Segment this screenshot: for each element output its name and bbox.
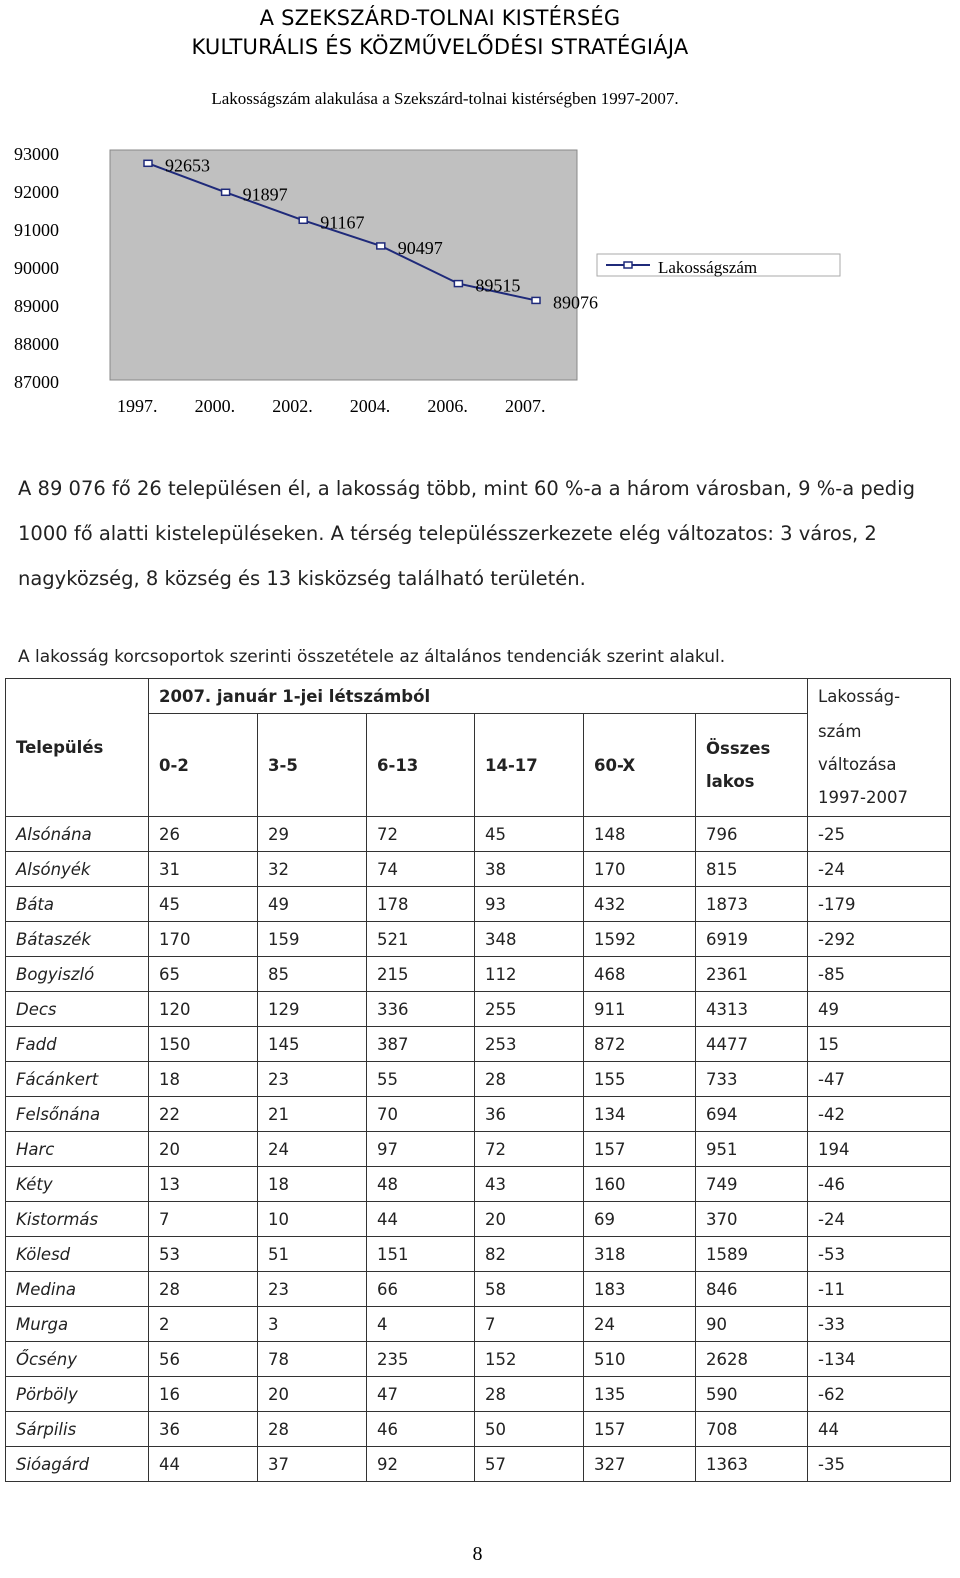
table-row xyxy=(6,1342,951,1377)
value-cell: -42 xyxy=(808,1097,951,1132)
value-cell: 112 xyxy=(475,957,584,992)
value-cell: -24 xyxy=(808,1202,951,1237)
y-tick-label: 89000 xyxy=(14,296,59,316)
settlement-name-cell: Felsőnána xyxy=(6,1097,149,1132)
table-row xyxy=(6,852,951,887)
value-cell: 97 xyxy=(367,1132,475,1167)
col-header-age-14-17: 14-17 xyxy=(475,714,584,817)
y-tick-label: 92000 xyxy=(14,182,59,202)
age-group-table xyxy=(5,678,951,1482)
value-cell: 44 xyxy=(149,1447,258,1482)
col-header-age-3-5: 3-5 xyxy=(258,714,367,817)
settlement-name-cell: Kéty xyxy=(6,1167,149,1202)
value-cell: 65 xyxy=(149,957,258,992)
value-cell: 4 xyxy=(367,1307,475,1342)
value-cell: 468 xyxy=(584,957,696,992)
value-cell: 23 xyxy=(258,1062,367,1097)
value-cell: 15 xyxy=(808,1027,951,1062)
settlement-name-cell: Pörböly xyxy=(6,1377,149,1412)
value-cell: -47 xyxy=(808,1062,951,1097)
value-cell: 20 xyxy=(258,1377,367,1412)
value-cell: 253 xyxy=(475,1027,584,1062)
settlement-name-cell: Sióagárd xyxy=(6,1447,149,1482)
col-header-change-1: Lakosság- xyxy=(808,679,951,714)
col-header-age-0-2: 0-2 xyxy=(149,714,258,817)
data-label: 91897 xyxy=(242,184,288,205)
data-point xyxy=(532,297,540,303)
y-tick-label: 93000 xyxy=(14,144,59,164)
table-row xyxy=(6,1097,951,1132)
value-cell: 336 xyxy=(367,992,475,1027)
value-cell: 24 xyxy=(258,1132,367,1167)
value-cell: -62 xyxy=(808,1377,951,1412)
value-cell: 92 xyxy=(367,1447,475,1482)
data-point xyxy=(299,217,307,223)
settlement-name-cell: Kistormás xyxy=(6,1202,149,1237)
value-cell: -11 xyxy=(808,1272,951,1307)
col-header-age-60-x: 60-X xyxy=(584,714,696,817)
value-cell: 16 xyxy=(149,1377,258,1412)
value-cell: -46 xyxy=(808,1167,951,1202)
value-cell: 69 xyxy=(584,1202,696,1237)
y-tick-label: 91000 xyxy=(14,220,59,240)
value-cell: 3 xyxy=(258,1307,367,1342)
settlement-name-cell: Bogyiszló xyxy=(6,957,149,992)
value-cell: 36 xyxy=(475,1097,584,1132)
value-cell: 815 xyxy=(696,852,808,887)
value-cell: 152 xyxy=(475,1342,584,1377)
table-row xyxy=(6,1377,951,1412)
value-cell: 10 xyxy=(258,1202,367,1237)
settlement-name-cell: Báta xyxy=(6,887,149,922)
value-cell: 150 xyxy=(149,1027,258,1062)
data-point xyxy=(222,189,230,195)
value-cell: 215 xyxy=(367,957,475,992)
data-point xyxy=(144,160,152,166)
col-header-change-line2: szám xyxy=(818,722,862,742)
y-tick-label: 90000 xyxy=(14,258,59,278)
value-cell: 1592 xyxy=(584,922,696,957)
x-tick-label: 1997. xyxy=(117,396,158,416)
value-cell: 46 xyxy=(367,1412,475,1447)
value-cell: -85 xyxy=(808,957,951,992)
age-structure-paragraph: A lakosság korcsoportok szerinti összetétele az általános tendenciák szerint alakul. xyxy=(18,647,726,667)
value-cell: 21 xyxy=(258,1097,367,1132)
value-cell: 120 xyxy=(149,992,258,1027)
value-cell: 178 xyxy=(367,887,475,922)
settlement-name-cell: Fácánkert xyxy=(6,1062,149,1097)
value-cell: 44 xyxy=(808,1412,951,1447)
value-cell: 151 xyxy=(367,1237,475,1272)
settlement-name-cell: Őcsény xyxy=(6,1342,149,1377)
table-row xyxy=(6,1412,951,1447)
page-number: 8 xyxy=(472,1543,483,1565)
value-cell: 28 xyxy=(149,1272,258,1307)
value-cell: 159 xyxy=(258,922,367,957)
col-header-age-6-13: 6-13 xyxy=(367,714,475,817)
value-cell: 23 xyxy=(258,1272,367,1307)
value-cell: 872 xyxy=(584,1027,696,1062)
value-cell: 20 xyxy=(149,1132,258,1167)
data-label: 92653 xyxy=(165,155,210,176)
col-header-change-line3: változása xyxy=(818,755,897,775)
value-cell: 145 xyxy=(258,1027,367,1062)
table-row xyxy=(6,1447,951,1482)
settlement-name-cell: Medina xyxy=(6,1272,149,1307)
settlement-name-cell: Sárpilis xyxy=(6,1412,149,1447)
value-cell: 50 xyxy=(475,1412,584,1447)
value-cell: 6919 xyxy=(696,922,808,957)
value-cell: 521 xyxy=(367,922,475,957)
value-cell: 157 xyxy=(584,1132,696,1167)
value-cell: -24 xyxy=(808,852,951,887)
value-cell: 53 xyxy=(149,1237,258,1272)
table-row xyxy=(6,1272,951,1307)
x-tick-label: 2000. xyxy=(194,396,236,416)
x-tick-label: 2006. xyxy=(427,396,468,416)
table-row xyxy=(6,817,951,852)
value-cell: 44 xyxy=(367,1202,475,1237)
value-cell: 160 xyxy=(584,1167,696,1202)
value-cell: 56 xyxy=(149,1342,258,1377)
value-cell: 18 xyxy=(258,1167,367,1202)
data-label: 89076 xyxy=(553,292,598,313)
value-cell: 36 xyxy=(149,1412,258,1447)
value-cell: 78 xyxy=(258,1342,367,1377)
document-header-line2: KULTURÁLIS ÉS KÖZMŰVELŐDÉSI STRATÉGIÁJA xyxy=(191,35,689,59)
table-row xyxy=(6,1202,951,1237)
value-cell: 255 xyxy=(475,992,584,1027)
data-label: 89515 xyxy=(475,275,521,296)
table-row xyxy=(6,957,951,992)
value-cell: 47 xyxy=(367,1377,475,1412)
value-cell: 590 xyxy=(696,1377,808,1412)
value-cell: 72 xyxy=(367,817,475,852)
value-cell: 327 xyxy=(584,1447,696,1482)
settlement-name-cell: Fadd xyxy=(6,1027,149,1062)
value-cell: 55 xyxy=(367,1062,475,1097)
settlement-name-cell: Alsónyék xyxy=(6,852,149,887)
value-cell: 7 xyxy=(149,1202,258,1237)
value-cell: 157 xyxy=(584,1412,696,1447)
value-cell: 749 xyxy=(696,1167,808,1202)
value-cell: 49 xyxy=(808,992,951,1027)
value-cell: 183 xyxy=(584,1272,696,1307)
value-cell: -292 xyxy=(808,922,951,957)
value-cell: 58 xyxy=(475,1272,584,1307)
value-cell: 29 xyxy=(258,817,367,852)
value-cell: 432 xyxy=(584,887,696,922)
x-tick-label: 2007. xyxy=(505,396,546,416)
value-cell: 57 xyxy=(475,1447,584,1482)
value-cell: 43 xyxy=(475,1167,584,1202)
value-cell: 170 xyxy=(584,852,696,887)
value-cell: 708 xyxy=(696,1412,808,1447)
value-cell: 70 xyxy=(367,1097,475,1132)
value-cell: 31 xyxy=(149,852,258,887)
value-cell: -33 xyxy=(808,1307,951,1342)
value-cell: 733 xyxy=(696,1062,808,1097)
value-cell: 28 xyxy=(475,1062,584,1097)
table-row xyxy=(6,992,951,1027)
data-label: 91167 xyxy=(320,212,365,233)
value-cell: -179 xyxy=(808,887,951,922)
value-cell: 129 xyxy=(258,992,367,1027)
value-cell: 1363 xyxy=(696,1447,808,1482)
value-cell: 148 xyxy=(584,817,696,852)
value-cell: 93 xyxy=(475,887,584,922)
legend-marker xyxy=(624,262,632,268)
value-cell: 45 xyxy=(475,817,584,852)
table-row xyxy=(6,887,951,922)
value-cell: 13 xyxy=(149,1167,258,1202)
value-cell: 135 xyxy=(584,1377,696,1412)
value-cell: 18 xyxy=(149,1062,258,1097)
value-cell: 28 xyxy=(258,1412,367,1447)
settlement-name-cell: Bátaszék xyxy=(6,922,149,957)
col-header-change xyxy=(808,714,951,817)
table-row xyxy=(6,1307,951,1342)
table-row xyxy=(6,922,951,957)
data-point xyxy=(454,281,462,287)
table-row xyxy=(6,1027,951,1062)
x-tick-label: 2004. xyxy=(349,396,391,416)
settlement-name-cell: Decs xyxy=(6,992,149,1027)
value-cell: 2 xyxy=(149,1307,258,1342)
value-cell: 32 xyxy=(258,852,367,887)
value-cell: 796 xyxy=(696,817,808,852)
settlement-name-cell: Alsónána xyxy=(6,817,149,852)
value-cell: 37 xyxy=(258,1447,367,1482)
group-header-2007: 2007. január 1-jei létszámból xyxy=(149,679,808,714)
value-cell: 170 xyxy=(149,922,258,957)
value-cell: 85 xyxy=(258,957,367,992)
settlement-name-cell: Harc xyxy=(6,1132,149,1167)
value-cell: 694 xyxy=(696,1097,808,1132)
table-row xyxy=(6,1132,951,1167)
value-cell: 66 xyxy=(367,1272,475,1307)
value-cell: 510 xyxy=(584,1342,696,1377)
value-cell: 1589 xyxy=(696,1237,808,1272)
value-cell: 370 xyxy=(696,1202,808,1237)
value-cell: 48 xyxy=(367,1167,475,1202)
value-cell: 2628 xyxy=(696,1342,808,1377)
value-cell: 72 xyxy=(475,1132,584,1167)
table-row xyxy=(6,1167,951,1202)
value-cell: -53 xyxy=(808,1237,951,1272)
settlement-name-cell: Murga xyxy=(6,1307,149,1342)
data-point xyxy=(377,243,385,249)
y-tick-label: 87000 xyxy=(14,372,59,392)
value-cell: -35 xyxy=(808,1447,951,1482)
legend-label: Lakosságszám xyxy=(658,258,758,277)
value-cell: 22 xyxy=(149,1097,258,1132)
value-cell: 1873 xyxy=(696,887,808,922)
col-header-total xyxy=(696,714,808,817)
intro-paragraph: A 89 076 fő 26 településen él, a lakosság több, mint 60 %-a a három városban, 9 %-a pedig 1000 fő alatti kistelepüléseken. A térség településszerkezete elég változatos: 3 város, 2 nagyközség, 8 község és 13 kisközség található területén. xyxy=(18,477,915,590)
value-cell: 90 xyxy=(696,1307,808,1342)
value-cell: 235 xyxy=(367,1342,475,1377)
col-header-total-line1: Összes xyxy=(706,739,771,758)
value-cell: 2361 xyxy=(696,957,808,992)
value-cell: 26 xyxy=(149,817,258,852)
value-cell: 194 xyxy=(808,1132,951,1167)
value-cell: 20 xyxy=(475,1202,584,1237)
settlement-name-cell: Kölesd xyxy=(6,1237,149,1272)
col-header-settlement: Település xyxy=(6,679,149,817)
table-body xyxy=(6,817,951,1482)
value-cell: 82 xyxy=(475,1237,584,1272)
value-cell: 49 xyxy=(258,887,367,922)
value-cell: -134 xyxy=(808,1342,951,1377)
document-header-line1: A SZEKSZÁRD-TOLNAI KISTÉRSÉG xyxy=(259,6,621,30)
value-cell: 134 xyxy=(584,1097,696,1132)
value-cell: 155 xyxy=(584,1062,696,1097)
value-cell: -25 xyxy=(808,817,951,852)
table-row xyxy=(6,1237,951,1272)
col-header-total-line2: lakos xyxy=(706,772,755,791)
x-tick-label: 2002. xyxy=(272,396,313,416)
value-cell: 951 xyxy=(696,1132,808,1167)
value-cell: 45 xyxy=(149,887,258,922)
data-label: 90497 xyxy=(397,237,443,258)
value-cell: 846 xyxy=(696,1272,808,1307)
col-header-change-line4: 1997-2007 xyxy=(818,788,908,808)
population-line-chart xyxy=(0,130,900,420)
value-cell: 28 xyxy=(475,1377,584,1412)
value-cell: 4477 xyxy=(696,1027,808,1062)
value-cell: 51 xyxy=(258,1237,367,1272)
value-cell: 348 xyxy=(475,922,584,957)
value-cell: 74 xyxy=(367,852,475,887)
value-cell: 318 xyxy=(584,1237,696,1272)
y-tick-label: 88000 xyxy=(14,334,59,354)
table-row xyxy=(6,1062,951,1097)
value-cell: 7 xyxy=(475,1307,584,1342)
value-cell: 38 xyxy=(475,852,584,887)
value-cell: 4313 xyxy=(696,992,808,1027)
value-cell: 24 xyxy=(584,1307,696,1342)
value-cell: 911 xyxy=(584,992,696,1027)
chart-title: Lakosságszám alakulása a Szekszárd-tolnai kistérségben 1997-2007. xyxy=(211,89,679,108)
value-cell: 387 xyxy=(367,1027,475,1062)
plot-area xyxy=(110,150,577,380)
